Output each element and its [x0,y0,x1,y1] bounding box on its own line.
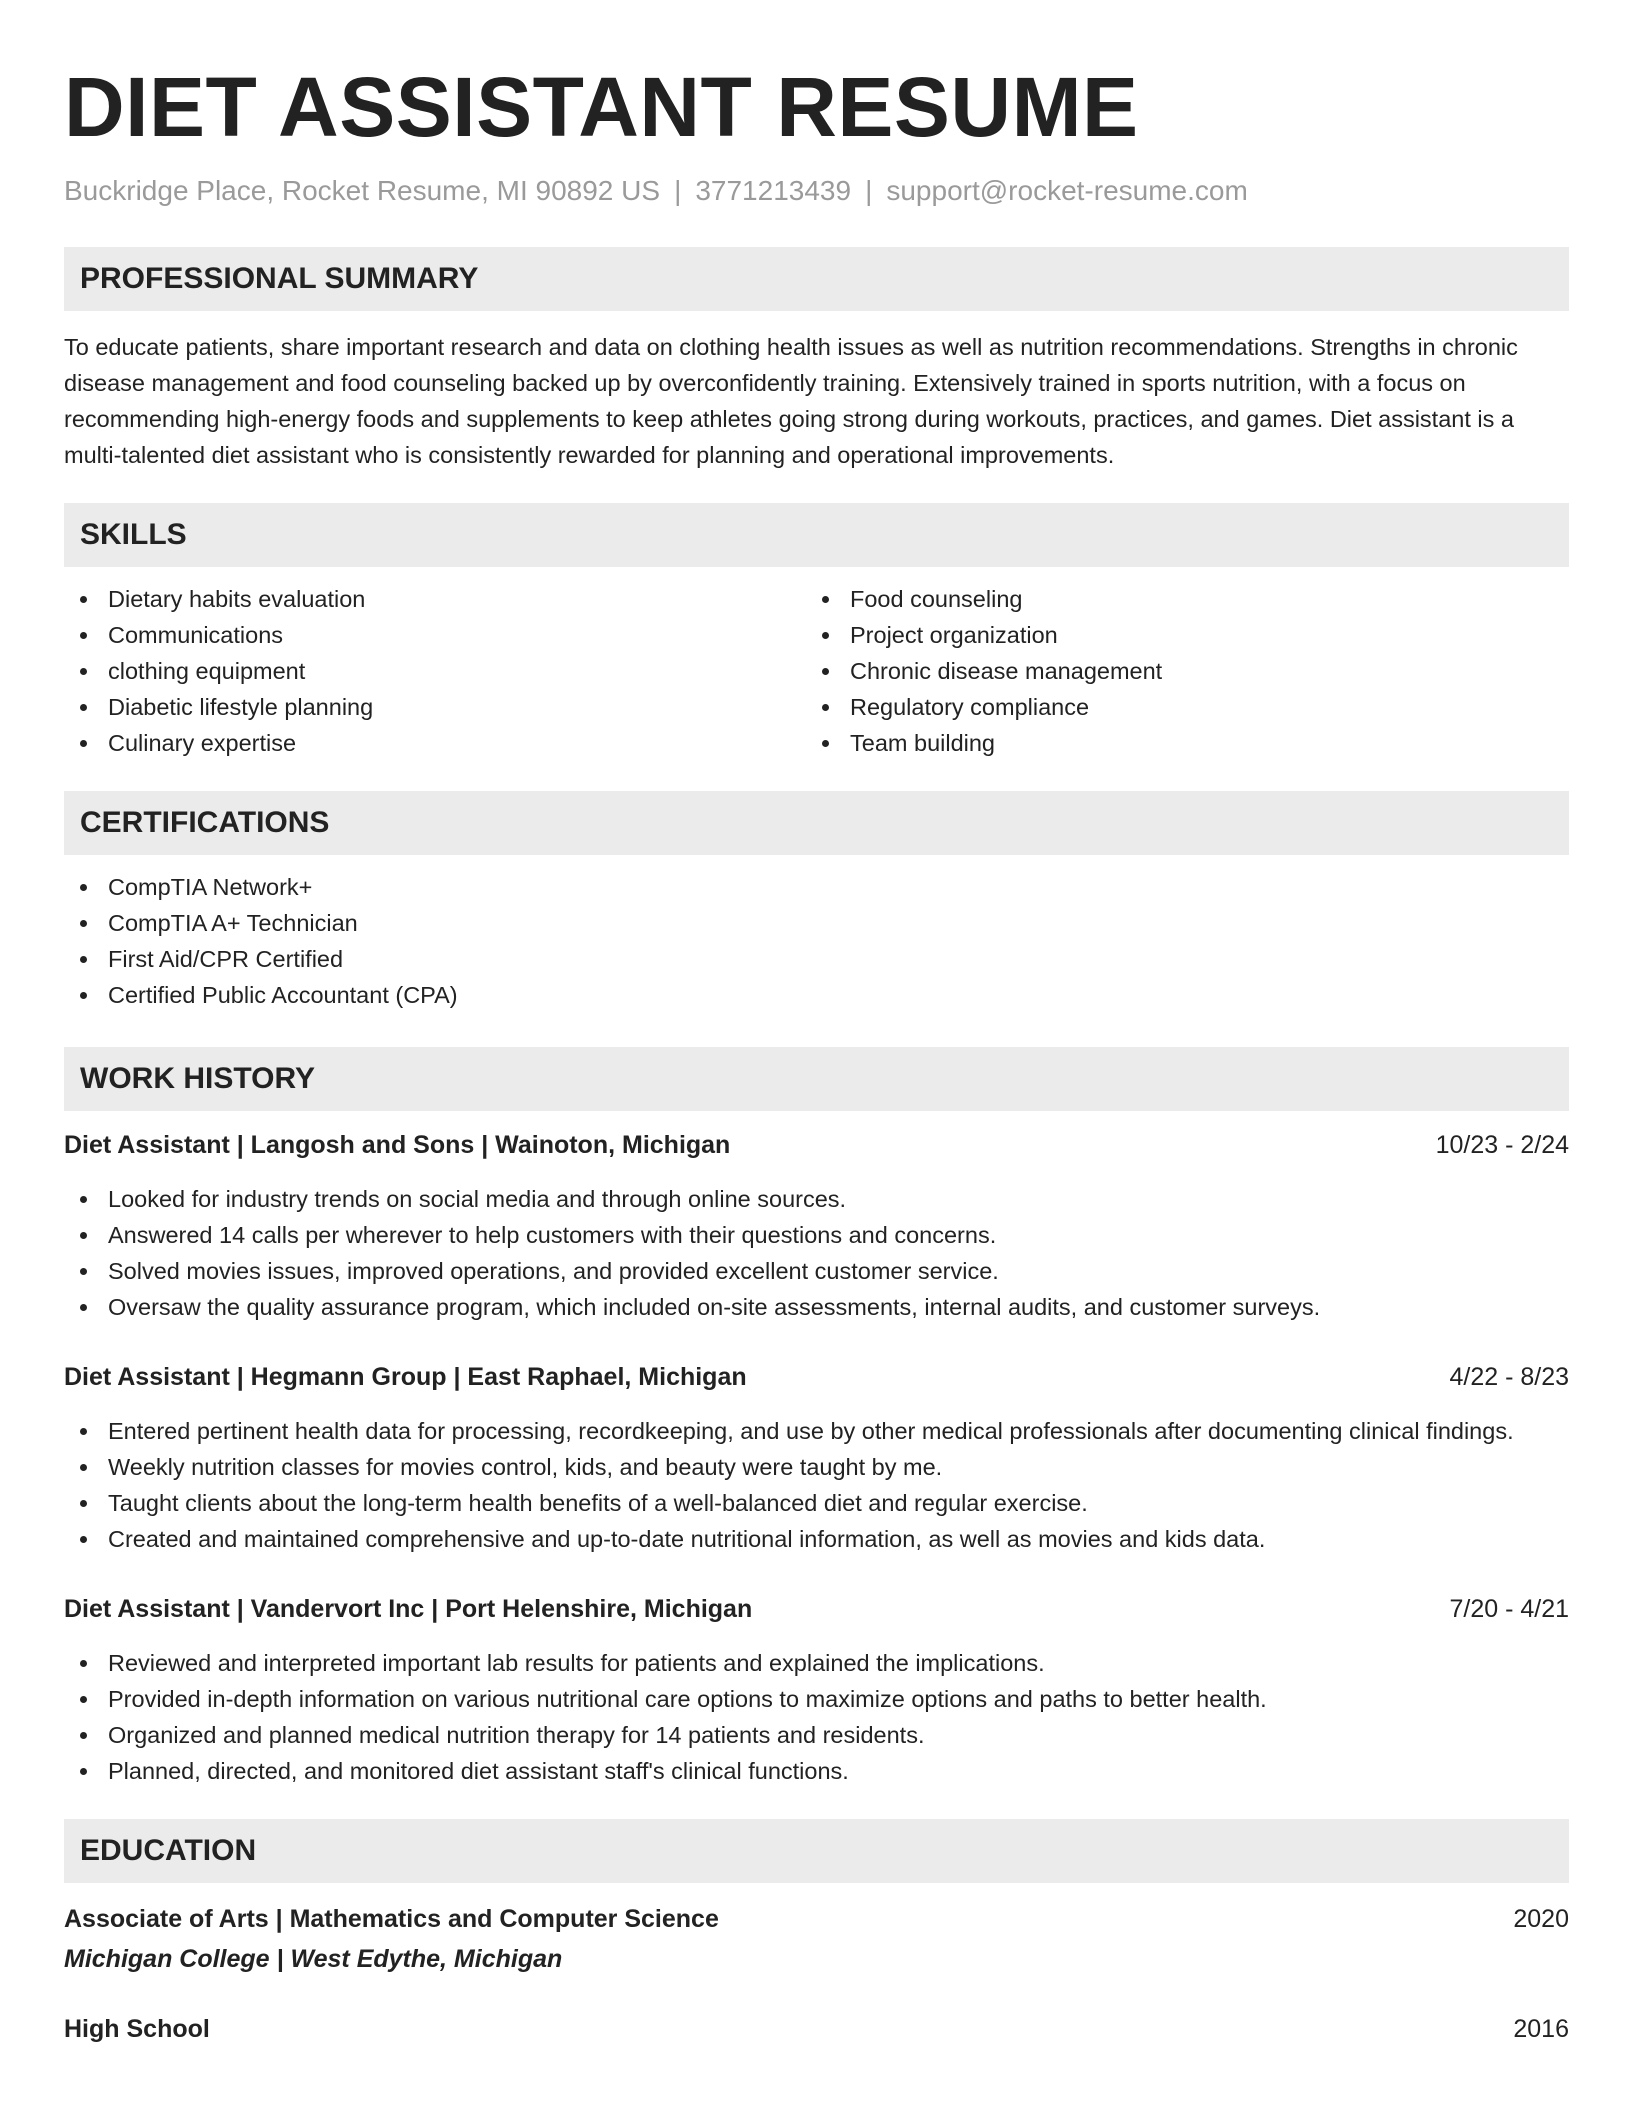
resume-title: DIET ASSISTANT RESUME [64,60,1139,154]
job-bullet: Taught clients about the long-term health benefits of a well-balanced diet and regular exercise. [64,1485,1569,1521]
section-heading-education: EDUCATION [64,1819,1569,1883]
job-bullet: Entered pertinent health data for processing, recordkeeping, and use by other medical professionals after documenting clinical findings. [64,1413,1569,1449]
skills-list [64,581,1569,761]
skill-item: Dietary habits evaluation [64,581,806,617]
work-entry [64,1127,1569,1325]
section-heading-work: WORK HISTORY [64,1047,1569,1111]
skill-item: Diabetic lifestyle planning [64,689,806,725]
work-entry-header [64,1591,1569,1627]
work-entry-header [64,1127,1569,1163]
section-heading-certifications: CERTIFICATIONS [64,791,1569,855]
education-degree: Associate of Arts | Mathematics and Computer Science [64,1905,719,1933]
job-bullet: Solved movies issues, improved operations, and provided excellent customer service. [64,1253,1569,1289]
certification-item: First Aid/CPR Certified [64,941,1569,977]
job-bullet: Planned, directed, and monitored diet assistant staff's clinical functions. [64,1753,1569,1789]
job-bullet: Answered 14 calls per wherever to help customers with their questions and concerns. [64,1217,1569,1253]
section-heading-skills: SKILLS [64,503,1569,567]
work-entry [64,1591,1569,1789]
job-bullet: Reviewed and interpreted important lab results for patients and explained the implications. [64,1645,1569,1681]
education-entry-header [64,2011,1569,2047]
contact-email[interactable]: support@rocket-resume.com [886,175,1248,206]
skill-item: Chronic disease management [806,653,1548,689]
job-title: Diet Assistant | Hegmann Group | East Raphael, Michigan [64,1363,747,1391]
skill-item: Communications [64,617,806,653]
job-bullets [64,1181,1569,1325]
job-title: Diet Assistant | Langosh and Sons | Wainoton, Michigan [64,1131,731,1159]
job-bullet: Organized and planned medical nutrition therapy for 14 patients and residents. [64,1717,1569,1753]
contact-address: Buckridge Place, Rocket Resume, MI 90892 US [64,175,661,206]
job-dates: 10/23 - 2/24 [1435,1131,1569,1159]
certification-item: CompTIA A+ Technician [64,905,1569,941]
job-dates: 4/22 - 8/23 [1449,1363,1569,1391]
skill-item: Project organization [806,617,1548,653]
skill-item: Culinary expertise [64,725,806,761]
education-year: 2016 [1513,2015,1569,2043]
job-dates: 7/20 - 4/21 [1449,1595,1569,1623]
education-entry [64,2011,1569,2047]
contact-separator: | [674,175,682,206]
contact-phone: 3771213439 [695,175,852,206]
section-heading-summary: PROFESSIONAL SUMMARY [64,247,1569,311]
skills-column-right [806,581,1548,761]
skill-item: Food counseling [806,581,1548,617]
skill-item: Team building [806,725,1548,761]
education-school: Michigan College | West Edythe, Michigan [64,1945,563,1973]
job-bullet: Provided in-depth information on various nutritional care options to maximize options and paths to better health. [64,1681,1569,1717]
contact-separator: | [865,175,873,206]
skills-column-left [64,581,806,761]
work-entry-header [64,1359,1569,1395]
education-entry [64,1901,1569,1977]
skill-item: clothing equipment [64,653,806,689]
education-entry-header [64,1901,1569,1937]
certification-item: Certified Public Accountant (CPA) [64,977,1569,1013]
contact-line [64,175,1569,207]
skill-item: Regulatory compliance [806,689,1548,725]
work-entry [64,1359,1569,1557]
certification-item: CompTIA Network+ [64,869,1569,905]
job-bullet: Weekly nutrition classes for movies control, kids, and beauty were taught by me. [64,1449,1569,1485]
job-bullet: Oversaw the quality assurance program, which included on-site assessments, internal audits, and customer surveys. [64,1289,1569,1325]
education-degree: High School [64,2015,210,2043]
summary-text: To educate patients, share important research and data on clothing health issues as well as nutrition recommendations. Strengths in chronic disease management and food counseling backed up by overconfidently training. Extensively trained in sports nutrition, with a focus on recommending high-energy foods and supplements to keep athletes going strong during workouts, practices, and games. Diet assistant is a multi-talented diet assistant who is consistently rewarded for planning and operational improvements. [64,334,1518,468]
job-bullet: Created and maintained comprehensive and up-to-date nutritional information, as well as movies and kids data. [64,1521,1569,1557]
job-bullets [64,1413,1569,1557]
certifications-list [64,869,1569,1013]
job-bullets [64,1645,1569,1789]
job-bullet: Looked for industry trends on social media and through online sources. [64,1181,1569,1217]
job-title: Diet Assistant | Vandervort Inc | Port Helenshire, Michigan [64,1595,753,1623]
education-year: 2020 [1513,1905,1569,1933]
